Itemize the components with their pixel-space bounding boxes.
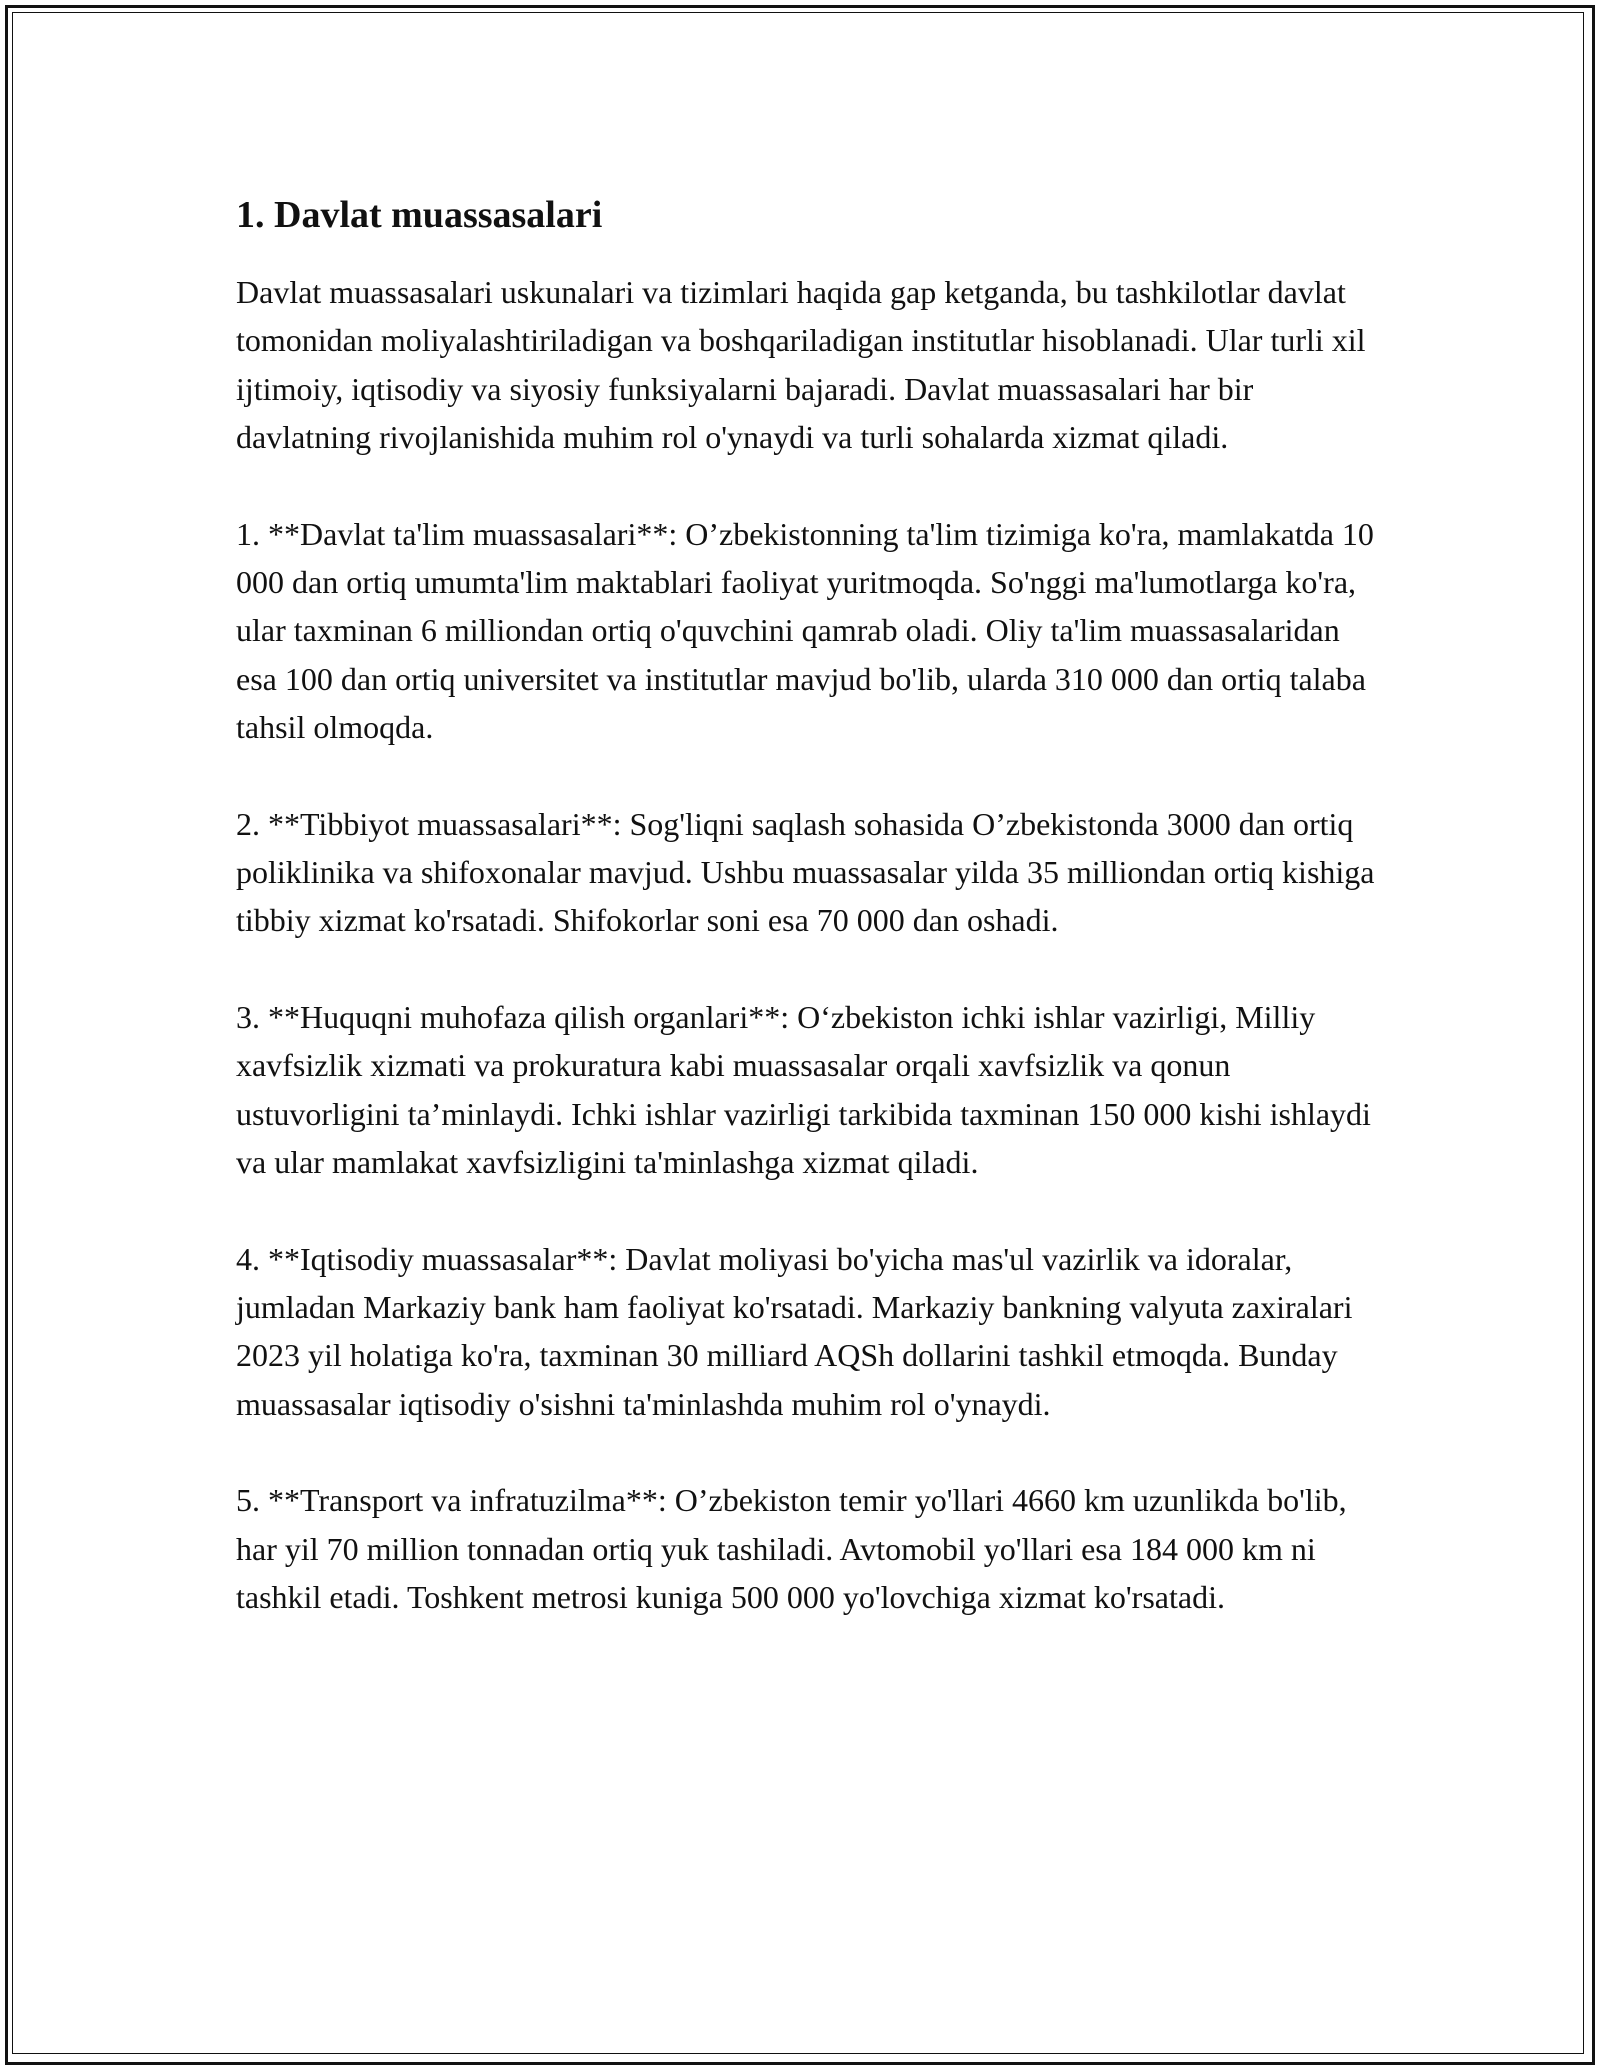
healthcare-paragraph: 2. **Tibbiyot muassasalari**: Sog'liqni saqlash sohasida O’zbekistonda 3000 dan ortiq poliklinika va shifoxonalar mavjud. Ushbu muassasalar yilda 35 milliondan ortiq kishiga tibbiy xizmat ko'rsatadi. Shifokorlar soni esa 70 000 dan oshadi.: [236, 805, 1375, 939]
document-body: [236, 186, 1386, 1669]
intro-paragraph: Davlat muassasalari uskunalari va tizimlari haqida gap ketganda, bu tashkilotlar davlat tomonidan moliyalashtiriladigan va boshqariladigan institutlar hisoblanadi. Ular turli xil ijtimoiy, iqtisodiy va siyosiy funksiyalarni bajaradi. Davlat muassasalari har bir davlatning rivojlanishida muhim rol o'ynaydi va turli sohalarda xizmat qiladi.: [236, 274, 1366, 456]
transport-paragraph: 5. **Transport va infratuzilma**: O’zbekiston temir yo'llari 4660 km uzunlikda bo'lib, har yil 70 million tonnadan ortiq yuk tashiladi. Avtomobil yo'llari esa 184 000 km ni tashkil etadi. Toshkent metrosi kuniga 500 000 yo'lovchiga xizmat ko'rsatadi.: [236, 1482, 1347, 1615]
law-enforcement-paragraph: 3. **Huquqni muhofaza qilish organlari**: O‘zbekiston ichki ishlar vazirligi, Milliy xavfsizlik xizmati va prokuratura kabi muassasalar orqali xavfsizlik va qonun ustuvorligini ta’minlaydi. Ichki ishlar vazirligi tarkibida taxminan 150 000 kishi ishlaydi va ular mamlakat xavfsizligini ta'minlashga xizmat qiladi.: [236, 998, 1371, 1181]
section-heading: 1. Davlat muassasalari: [236, 194, 603, 236]
economic-paragraph: 4. **Iqtisodiy muassasalar**: Davlat moliyasi bo'yicha mas'ul vazirlik va idoralar, jumladan Markaziy bank ham faoliyat ko'rsatadi. Markaziy bankning valyuta zaxiralari 2023 yil holatiga ko'ra, taxminan 30 milliard AQSh dollarini tashkil etmoqda. Bunday muassasalar iqtisodiy o'sishni ta'minlashda muhim rol o'ynaydi.: [236, 1240, 1353, 1422]
education-paragraph: 1. **Davlat ta'lim muassasalari**: O’zbekistonning ta'lim tizimiga ko'ra, mamlakatda 10 000 dan ortiq umumta'lim maktablari faoliyat yuritmoqda. So'nggi ma'lumotlarga ko'ra, ular taxminan 6 milliondan ortiq o'quvchini qamrab oladi. Oliy ta'lim muassasalaridan esa 100 dan ortiq universitet va institutlar mavjud bo'lib, ularda 310 000 dan ortiq talaba tahsil olmoqda.: [236, 515, 1374, 746]
